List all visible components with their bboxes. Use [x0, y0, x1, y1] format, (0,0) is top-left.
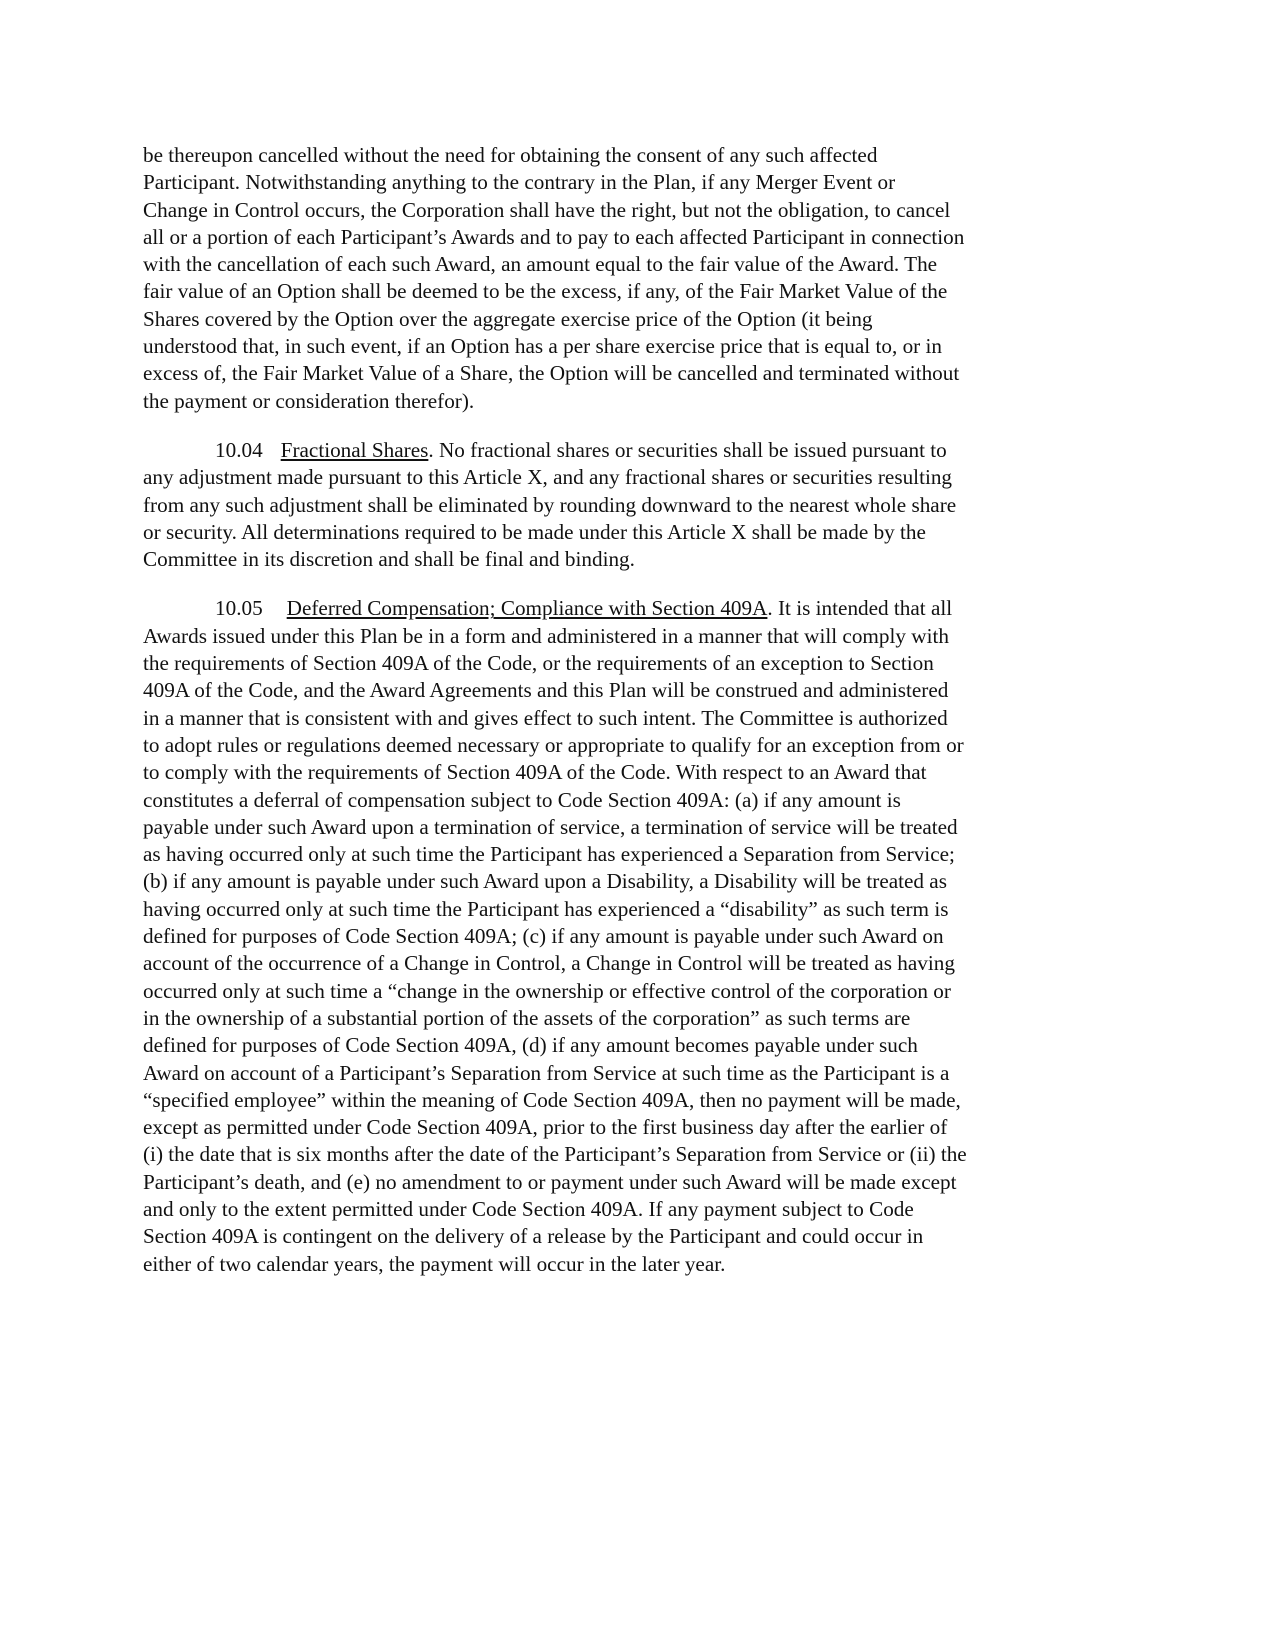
text-line: “specified employee” within the meaning of Code Section 409A, then no payment will be made,: [143, 1087, 961, 1112]
document-page: [143, 142, 1073, 1300]
text-line: or security. All determinations required to be made under this Article X shall be made by the: [143, 519, 926, 544]
paragraph-continuation: [143, 142, 1073, 415]
text-line: and only to the extent permitted under Code Section 409A. If any payment subject to Code: [143, 1196, 914, 1221]
text-line: Shares covered by the Option over the aggregate exercise price of the Option (it being: [143, 306, 873, 331]
text-line: occurred only at such time a “change in the ownership or effective control of the corporation or: [143, 978, 951, 1003]
text-line: to adopt rules or regulations deemed necessary or appropriate to qualify for an exception from or: [143, 732, 964, 757]
section-text: . No fractional shares or securities shall be issued pursuant to: [428, 437, 947, 462]
text-line: payable under such Award upon a termination of service, a termination of service will be treated: [143, 814, 958, 839]
section-first-line: [143, 437, 1073, 464]
text-line: the payment or consideration therefor).: [143, 388, 475, 413]
text-line: understood that, in such event, if an Option has a per share exercise price that is equal to, or in: [143, 334, 942, 359]
text-line: from any such adjustment shall be eliminated by rounding downward to the nearest whole share: [143, 492, 957, 517]
text-line: with the cancellation of each such Award, an amount equal to the fair value of the Award. The: [143, 252, 938, 277]
text-line: in a manner that is consistent with and gives effect to such intent. The Committee is authorized: [143, 705, 948, 730]
section-number: 10.05: [215, 596, 263, 621]
section-text: . It is intended that all: [767, 596, 953, 621]
text-line: Participant’s death, and (e) no amendment to or payment under such Award will be made except: [143, 1169, 957, 1194]
text-line: Committee in its discretion and shall be final and binding.: [143, 547, 635, 572]
text-line: any adjustment made pursuant to this Article X, and any fractional shares or securities resulting: [143, 465, 953, 490]
text-line: except as permitted under Code Section 409A, prior to the first business day after the earlier of: [143, 1115, 948, 1140]
text-line: either of two calendar years, the payment will occur in the later year.: [143, 1251, 726, 1276]
section-heading: Fractional Shares: [280, 437, 429, 462]
text-line: be thereupon cancelled without the need for obtaining the consent of any such affected: [143, 143, 878, 167]
text-line: Change in Control occurs, the Corporation shall have the right, but not the obligation, to cancel: [143, 197, 951, 222]
text-line: Awards issued under this Plan be in a form and administered in a manner that will comply with: [143, 623, 949, 648]
text-line: as having occurred only at such time the Participant has experienced a Separation from Service;: [143, 842, 955, 867]
text-line: (i) the date that is six months after the date of the Participant’s Separation from Service or (ii) the: [143, 1142, 967, 1167]
text-line: account of the occurrence of a Change in Control, a Change in Control will be treated as having: [143, 951, 955, 976]
section-number: 10.04: [215, 437, 263, 462]
text-line: constitutes a deferral of compensation subject to Code Section 409A: (a) if any amount is: [143, 787, 901, 812]
section-10-05: [143, 595, 1073, 1277]
section-heading: Deferred Compensation; Compliance with Section 409A: [286, 596, 768, 621]
text-line: Section 409A is contingent on the delivery of a release by the Participant and could occur in: [143, 1224, 924, 1249]
text-line: fair value of an Option shall be deemed to be the excess, if any, of the Fair Market Value of the: [143, 279, 948, 304]
text-line: to comply with the requirements of Section 409A of the Code. With respect to an Award that: [143, 760, 927, 785]
section-10-04: [143, 437, 1073, 573]
text-line: 409A of the Code, and the Award Agreements and this Plan will be construed and administered: [143, 678, 949, 703]
text-line: defined for purposes of Code Section 409A, (d) if any amount becomes payable under such: [143, 1033, 918, 1058]
text-line: Participant. Notwithstanding anything to the contrary in the Plan, if any Merger Event or: [143, 170, 896, 195]
section-first-line: [143, 595, 1073, 622]
text-line: defined for purposes of Code Section 409A; (c) if any amount is payable under such Award on: [143, 924, 944, 949]
text-line: all or a portion of each Participant’s Awards and to pay to each affected Participant in connection: [143, 224, 965, 249]
text-line: Award on account of a Participant’s Separation from Service at such time as the Participant is a: [143, 1060, 950, 1085]
text-line: in the ownership of a substantial portion of the assets of the corporation” as such terms are: [143, 1005, 911, 1030]
text-line: excess of, the Fair Market Value of a Share, the Option will be cancelled and terminated without: [143, 361, 960, 386]
text-line: (b) if any amount is payable under such Award upon a Disability, a Disability will be treated as: [143, 869, 947, 894]
text-line: the requirements of Section 409A of the Code, or the requirements of an exception to Section: [143, 651, 934, 676]
text-line: having occurred only at such time the Participant has experienced a “disability” as such term is: [143, 896, 949, 921]
